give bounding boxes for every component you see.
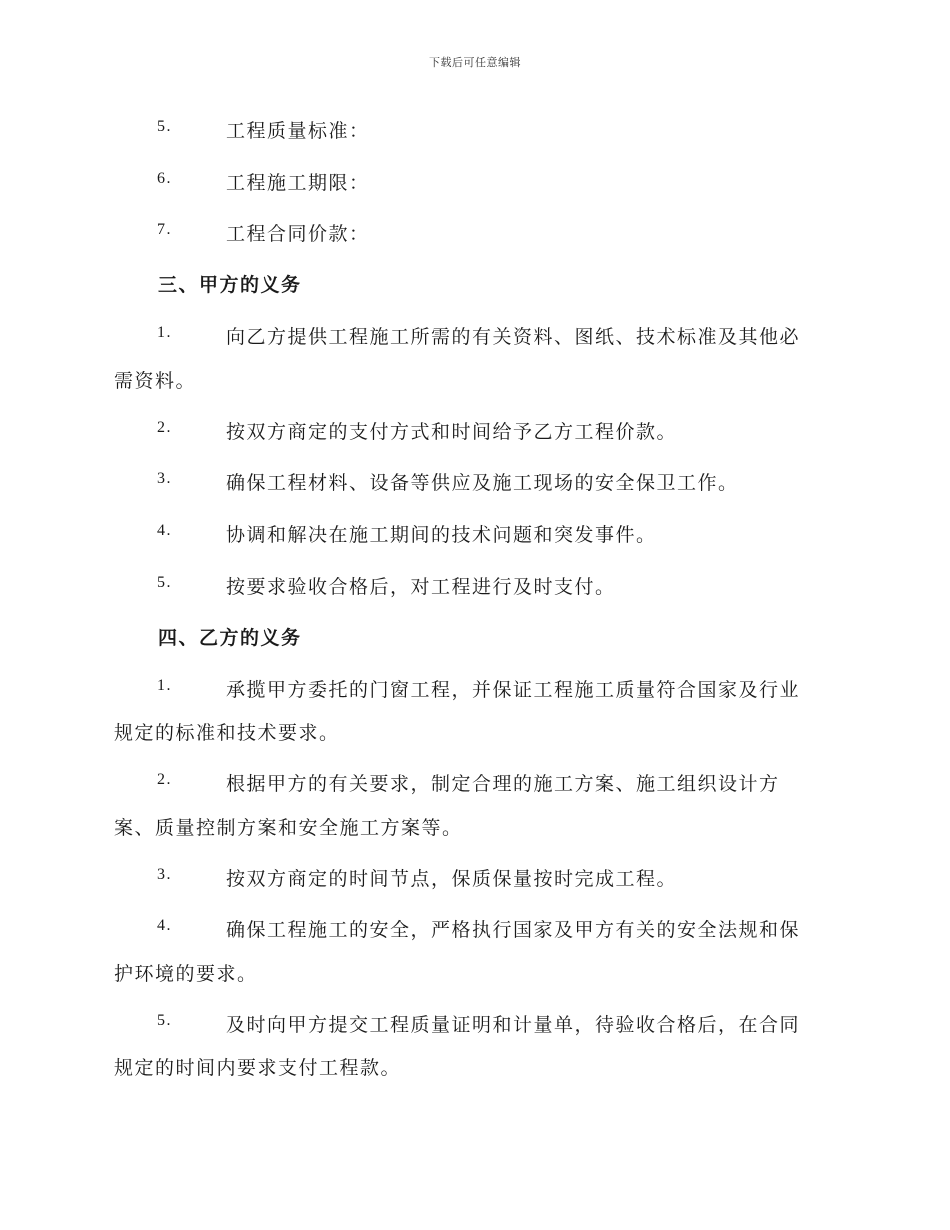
item-number: 1. [157, 324, 172, 341]
item-number: 4. [157, 917, 172, 934]
section-three-heading: 三、甲方的义务 [158, 274, 302, 296]
item-text: 工程质量标准： [226, 120, 370, 142]
item-text: 向乙方提供工程施工所需的有关资料、图纸、技术标准及其他必 [226, 326, 801, 348]
item-number: 6. [157, 170, 172, 187]
item-number: 5. [157, 1012, 172, 1029]
item-text: 确保工程施工的安全，严格执行国家及甲方有关的安全法规和保 [226, 919, 801, 941]
page-header-note: 下载后可任意编辑 [429, 56, 521, 69]
item-number: 1. [157, 677, 172, 694]
item-text: 协调和解决在施工期间的技术问题和突发事件。 [226, 524, 657, 546]
item-text-continued: 案、质量控制方案和安全施工方案等。 [114, 817, 463, 839]
item-text: 确保工程材料、设备等供应及施工现场的安全保卫工作。 [226, 472, 739, 494]
item-number: 3. [157, 866, 172, 883]
item-number: 3. [157, 470, 172, 487]
item-text: 根据甲方的有关要求，制定合理的施工方案、施工组织设计方 [226, 773, 780, 795]
item-text: 承揽甲方委托的门窗工程，并保证工程施工质量符合国家及行业 [226, 679, 801, 701]
section-four-heading: 四、乙方的义务 [158, 627, 302, 649]
item-text-continued: 需资料。 [114, 370, 197, 392]
item-text: 及时向甲方提交工程质量证明和计量单，待验收合格后，在合同 [226, 1014, 801, 1036]
item-number: 5. [157, 574, 172, 591]
item-text: 按要求验收合格后，对工程进行及时支付。 [226, 576, 616, 598]
item-text: 工程施工期限： [226, 172, 370, 194]
item-number: 7. [157, 221, 172, 238]
item-number: 4. [157, 522, 172, 539]
item-text-continued: 规定的标准和技术要求。 [114, 722, 340, 744]
item-text: 按双方商定的支付方式和时间给予乙方工程价款。 [226, 421, 678, 443]
item-number: 5. [157, 118, 172, 135]
item-number: 2. [157, 419, 172, 436]
item-number: 2. [157, 771, 172, 788]
item-text-continued: 护环境的要求。 [114, 963, 258, 985]
item-text-continued: 规定的时间内要求支付工程款。 [114, 1057, 402, 1079]
item-text: 按双方商定的时间节点，保质保量按时完成工程。 [226, 868, 678, 890]
item-text: 工程合同价款： [226, 223, 370, 245]
